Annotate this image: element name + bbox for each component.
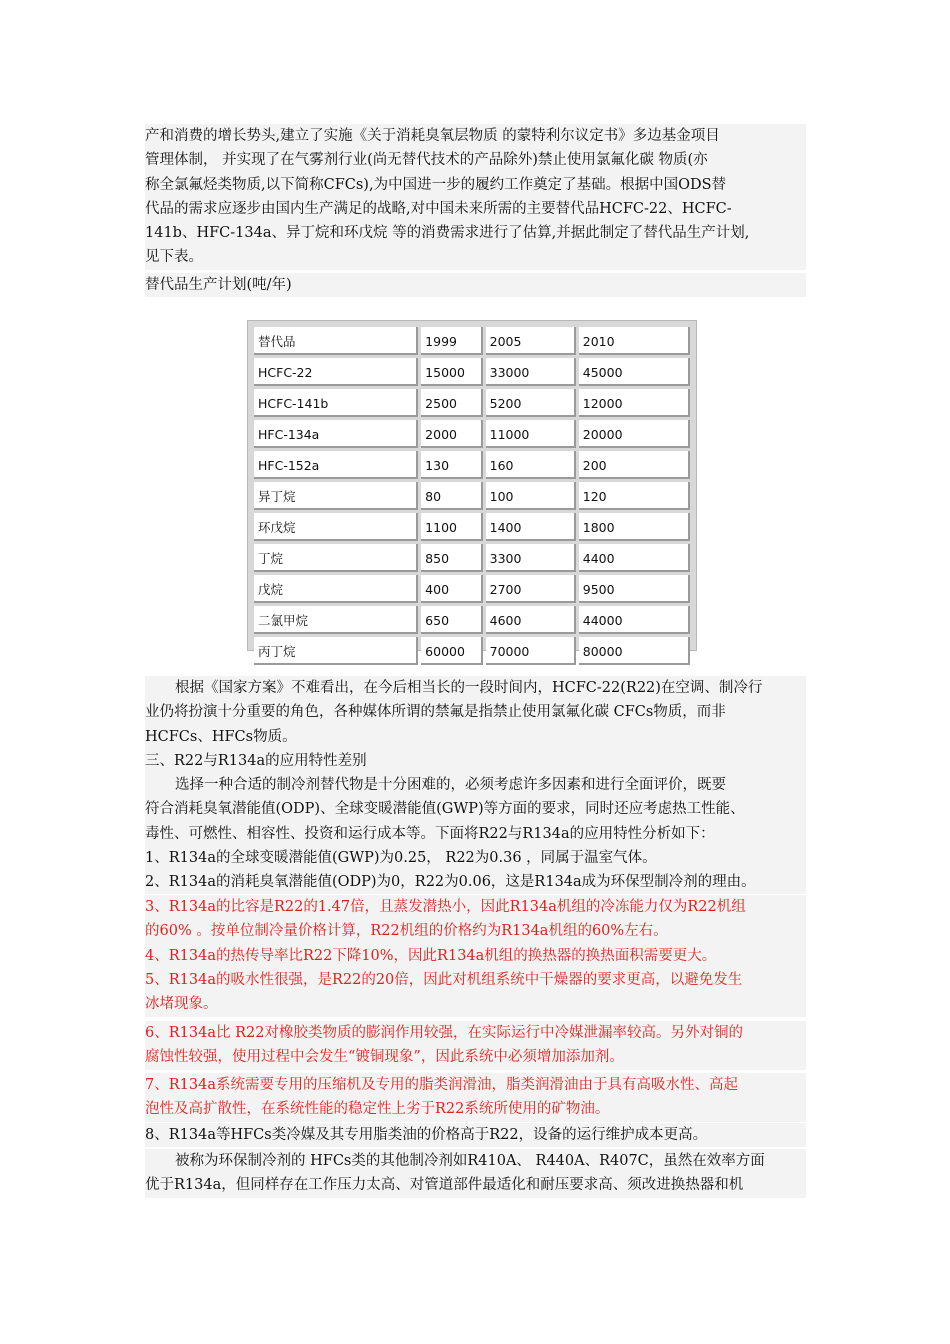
table-cell: 异丁烷: [254, 482, 418, 510]
table-caption: 替代品生产计划(吨/年): [145, 273, 806, 297]
table-row: [254, 606, 690, 634]
table-cell: 160: [486, 451, 576, 479]
table-cell: 9500: [579, 575, 690, 603]
intro-line: 产和消费的增长势头,建立了实施《关于消耗臭氧层物质 的蒙特利尔议定书》多边基金项目: [145, 128, 720, 144]
table-header-cell: 1999: [421, 327, 482, 355]
table-header-row: [254, 327, 690, 355]
table-cell: 15000: [421, 358, 482, 386]
intro-line: 代品的需求应逐步由国内生产满足的战略,对中国未来所需的主要替代品HCFC-22、HCFC-: [145, 200, 732, 217]
intro-line: 称全氯氟烃类物质,以下简称CFCs),为中国进一步的履约工作奠定了基础。根据中国ODS替: [145, 176, 727, 193]
table-cell: 2500: [421, 389, 482, 417]
table-cell: 130: [421, 451, 482, 479]
table-cell: 80000: [579, 637, 690, 665]
table-cell: 4600: [486, 606, 576, 634]
table-cell: HFC-134a: [254, 420, 418, 448]
table-row: [254, 389, 690, 417]
table-cell: 200: [579, 451, 690, 479]
table-row: [254, 358, 690, 386]
table-cell: 1100: [421, 513, 482, 541]
table-cell: 1400: [486, 513, 576, 541]
table-cell: HCFC-22: [254, 358, 418, 386]
table-header-cell: 2010: [579, 327, 690, 355]
table-cell: 2000: [421, 420, 482, 448]
table-cell: 850: [421, 544, 482, 572]
table-cell: 60000: [421, 637, 482, 665]
table-cell: 丙丁烷: [254, 637, 418, 665]
table-row: [254, 420, 690, 448]
table-cell: 12000: [579, 389, 690, 417]
table-cell: 120: [579, 482, 690, 510]
intro-paragraph: [145, 124, 806, 270]
table-cell: 2700: [486, 575, 576, 603]
table-cell: 80: [421, 482, 482, 510]
item-5: 5、R134a的吸水性很强，是R22的20倍，因此对机组系统中干燥器的要求更高，以避免发生 冰堵现象。: [145, 968, 806, 1017]
table-cell: 20000: [579, 420, 690, 448]
production-plan-table: [247, 320, 697, 659]
table-cell: 100: [486, 482, 576, 510]
intro-line: 管理体制， 并实现了在气雾剂行业(尚无替代技术的产品除外)禁止使用氯氟化碳 物质(亦: [145, 152, 708, 169]
table-cell: 45000: [579, 358, 690, 386]
intro-line: 141b、HFC-134a、异丁烷和环戊烷 等的消费需求进行了估算,并据此制定了替代品生产计划,: [145, 225, 750, 242]
table-cell: 4400: [579, 544, 690, 572]
table-row: [254, 513, 690, 541]
table-cell: 5200: [486, 389, 576, 417]
table-row: [254, 575, 690, 603]
table-row: [254, 482, 690, 510]
table-row: [254, 451, 690, 479]
table-cell: HCFC-141b: [254, 389, 418, 417]
final-paragraph: 被称为环保制冷剂的 HFCs类的其他制冷剂如R410A、 R440A、R407C，虽然在效率方面 优于R134a，但同样存在工作压力太高、对管道部件最适化和耐压要求高、须改进换热器和机: [145, 1149, 806, 1198]
table-cell: 70000: [486, 637, 576, 665]
item-6: 6、R134a比 R22对橡胶类物质的膨润作用较强，在实际运行中冷媒泄漏率较高。另外对铜的 腐蚀性较强，使用过程中会发生“镀铜现象”，因此系统中必须增加添加剂。: [145, 1021, 806, 1070]
item-2: 2、R134a的消耗臭氧潜能值(ODP)为0，R22为0.06，这是R134a成为环保型制冷剂的理由。: [145, 870, 806, 894]
item-7: 7、R134a系统需要专用的压缩机及专用的脂类润滑油，脂类润滑油由于具有高吸水性、高起 泡性及高扩散性，在系统性能的稳定性上劣于R22系统所使用的矿物油。: [145, 1073, 806, 1122]
section-title: 三、R22与R134a的应用特性差别: [145, 749, 806, 773]
table-cell: 650: [421, 606, 482, 634]
item-3: 3、R134a的比容是R22的1.47倍，且蒸发潜热小，因此R134a机组的冷冻能力仅为R22机组 的60% 。按单位制冷量价格计算，R22机组的价格约为R134a机组的60%左右。: [145, 895, 806, 944]
analysis-paragraph: 根据《国家方案》不难看出，在今后相当长的一段时间内，HCFC-22(R22)在空调、制冷行 业仍将扮演十分重要的角色，各种媒体所谓的禁氟是指禁止使用氯氟化碳 CFCs物质，而非 HCFCs、HFCs物质。: [145, 676, 806, 749]
table-cell: HFC-152a: [254, 451, 418, 479]
section-intro: 选择一种合适的制冷剂替代物是十分困难的，必须考虑许多因素和进行全面评价，既要 符合消耗臭氧潜能值(ODP)、全球变暖潜能值(GWP)等方面的要求，同时还应考虑热工性能、 毒性、可燃性、相容性、投资和运行成本等。下面将R22与R134a的应用特性分析如下：: [145, 773, 806, 846]
table-cell: 二氯甲烷: [254, 606, 418, 634]
item-4: 4、R134a的热传导率比R22下降10%，因此R134a机组的换热器的换热面积需要更大。: [145, 944, 806, 968]
table-header-cell: 替代品: [254, 327, 418, 355]
item-1: 1、R134a的全球变暖潜能值(GWP)为0.25， R22为0.36 ，同属于温室气体。: [145, 846, 806, 870]
table-cell: 11000: [486, 420, 576, 448]
table-cell: 400: [421, 575, 482, 603]
table-row: [254, 637, 690, 665]
table-cell: 33000: [486, 358, 576, 386]
intro-line: 见下表。: [145, 249, 203, 266]
table-cell: 戊烷: [254, 575, 418, 603]
table-cell: 丁烷: [254, 544, 418, 572]
table-cell: 44000: [579, 606, 690, 634]
table-cell: 3300: [486, 544, 576, 572]
table-cell: 环戊烷: [254, 513, 418, 541]
table-header-cell: 2005: [486, 327, 576, 355]
table-row: [254, 544, 690, 572]
item-8: 8、R134a等HFCs类冷媒及其专用脂类油的价格高于R22，设备的运行维护成本更高。: [145, 1123, 806, 1147]
table-cell: 1800: [579, 513, 690, 541]
